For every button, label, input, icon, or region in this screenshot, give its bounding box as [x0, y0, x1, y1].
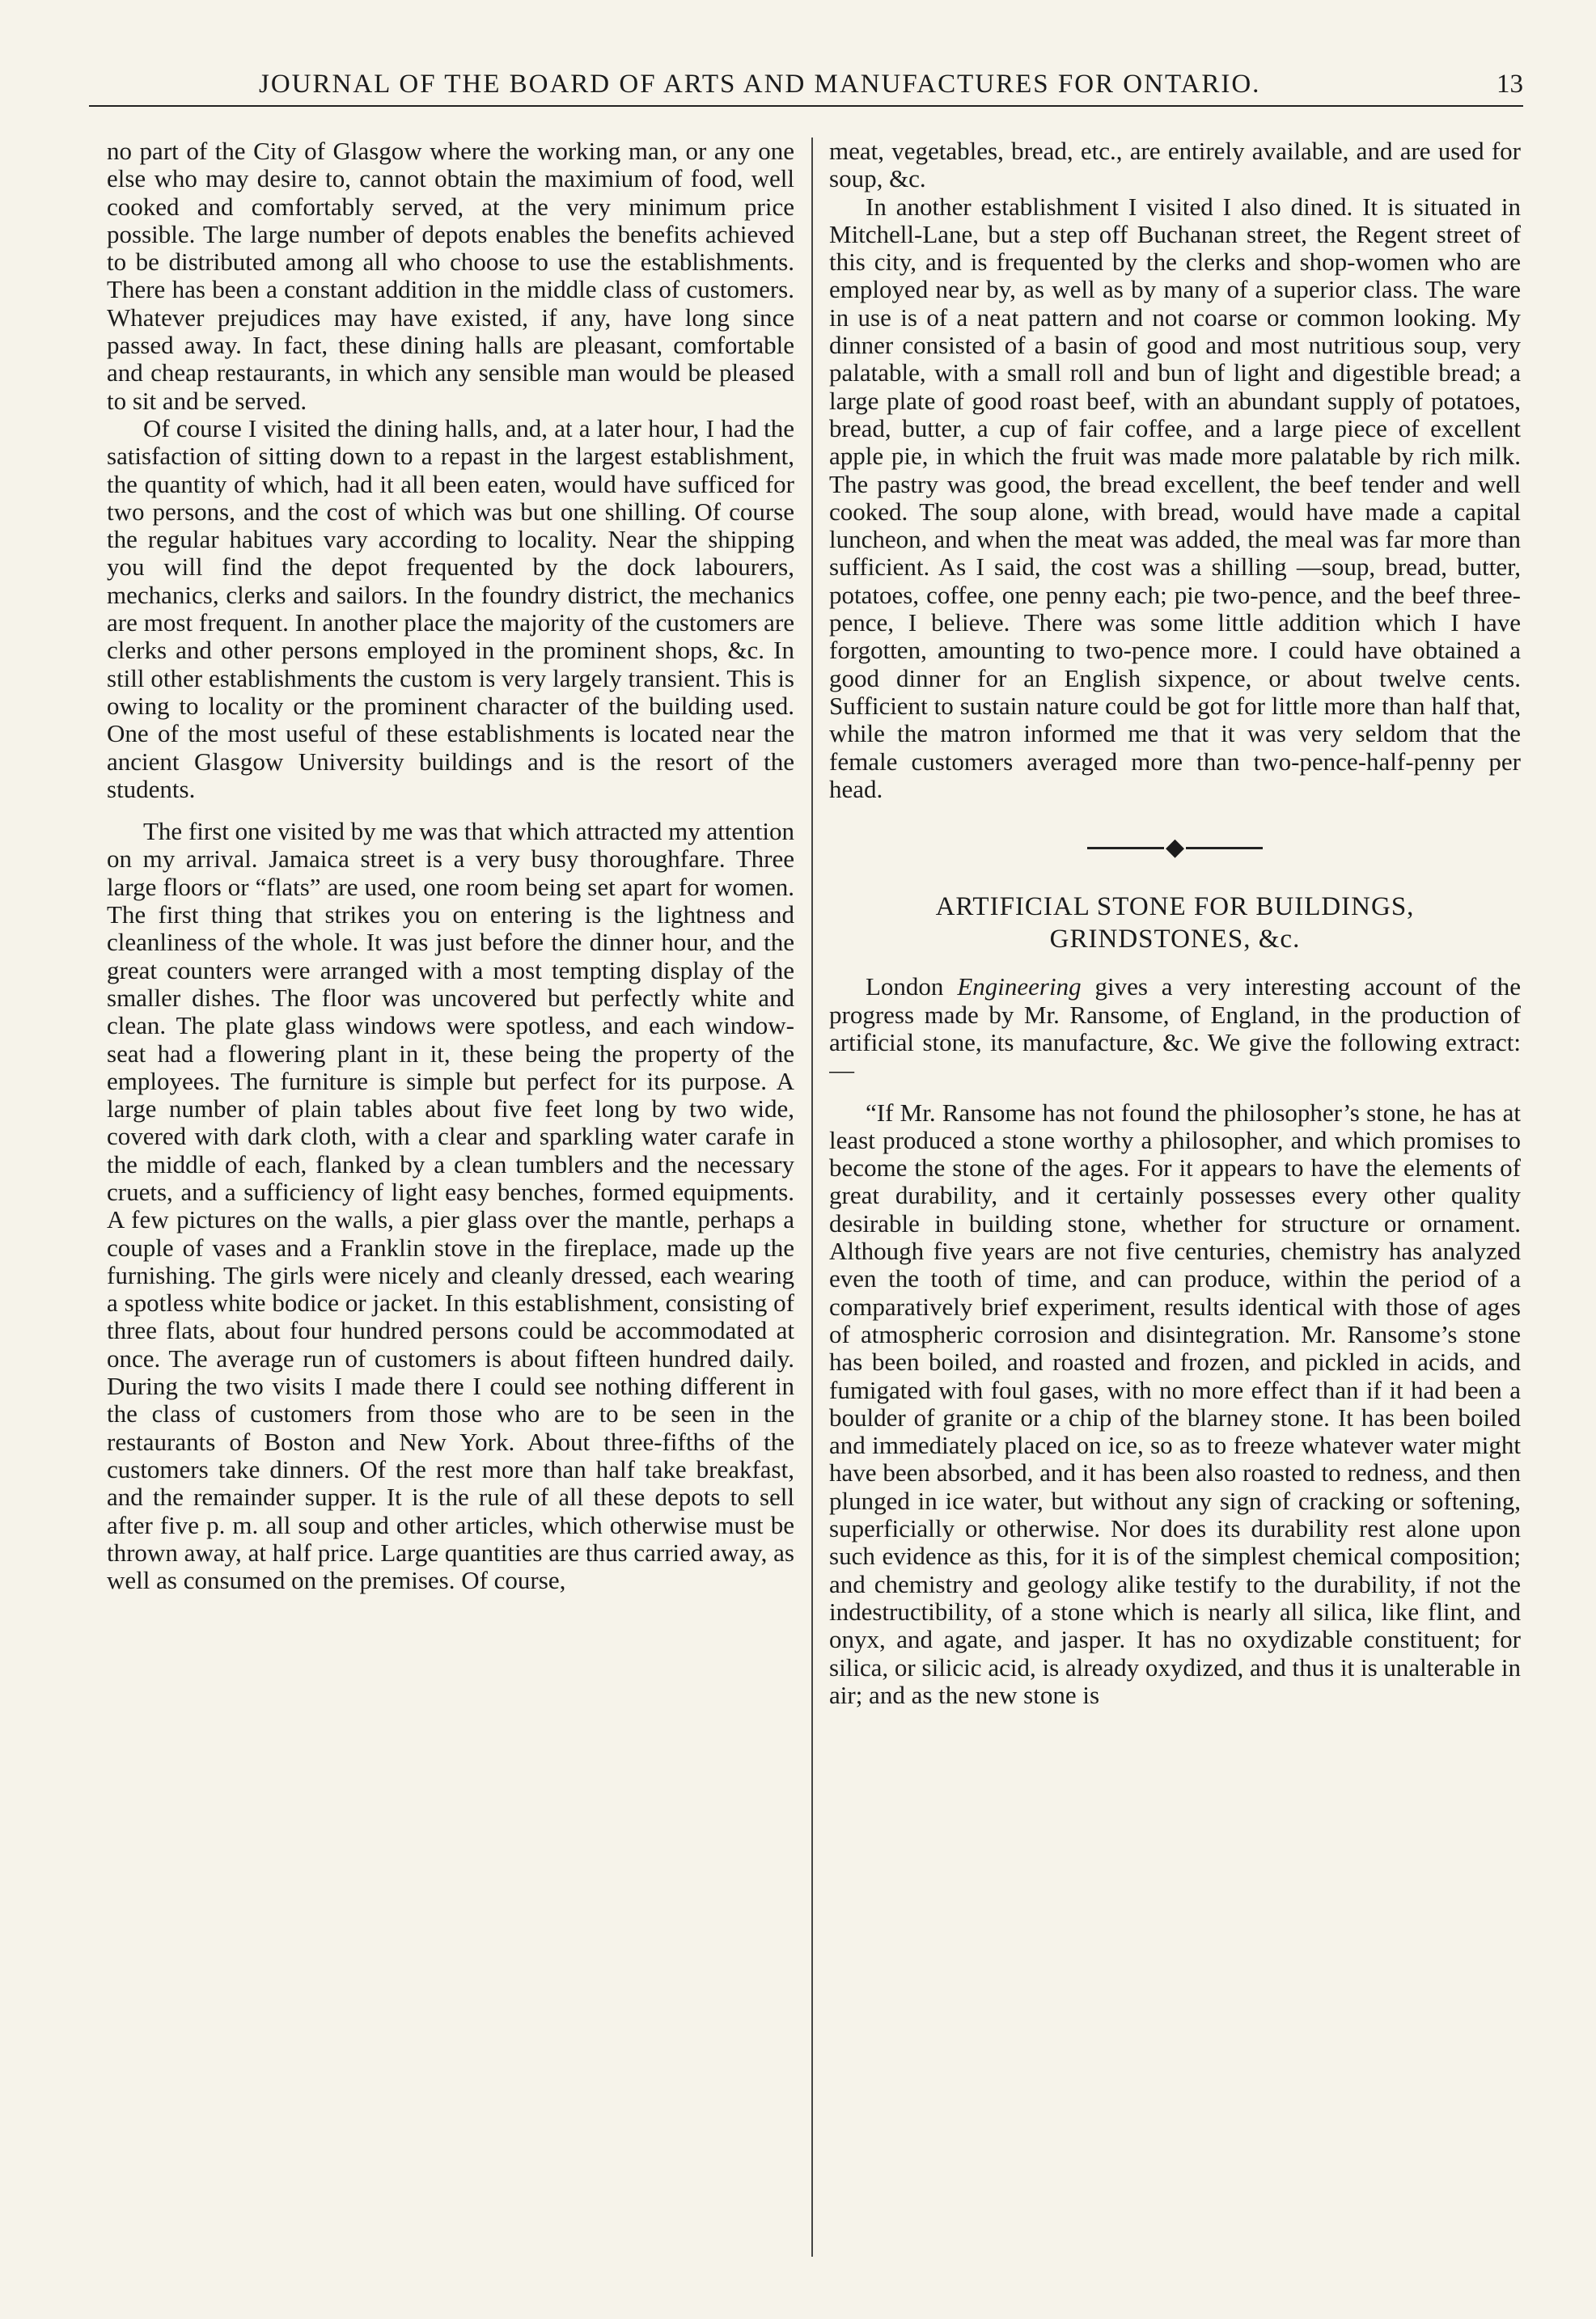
- paragraph: In another establishment I visited I also dined. It is situated in Mitchell-Lane, but a step off Buchanan street, the Regent street of this city, and is frequented by the clerks and shop-women who are employed near by, as well as by many of a superior class. The ware in use is of a neat pattern and not coarse or common looking. My dinner consisted of a basin of good and most nutritious soup, very palatable, with a small roll and bun of light and digestible bread; a large plate of good roast beef, with an abundant supply of potatoes, bread, butter, a cup of fair coffee, and a large piece of excellent apple pie, in which the fruit was made more palatable by rich milk. The pastry was good, the bread excellent, the beef tender and well cooked. The soup alone, with bread, would have made a capital luncheon, and when the meat was added, the meal was far more than sufficient. As I said, the cost was a shilling —soup, bread, butter, potatoes, coffee, one penny each; pie two-pence, and the beef three-pence, I believe. There was some little addition which I have forgotten, amounting to two-pence more. I could have obtained a good dinner for an English sixpence, or about twelve cents. Sufficient to sustain nature could be got for little more than half that, while the matron informed me that it was very seldom that the female customers averaged more than two-pence-half-penny per head.: [829, 192, 1521, 803]
- paragraph: “If Mr. Ransome has not found the philosopher’s stone, he has at least produced a stone worthy a philosopher, and which promises to become the stone of the ages. For it appears to have the elements of great durability, and it certainly possesses every other quality desirable in building stone, whether for structure or ornament. Although five years are not five centuries, chemistry has analyzed even the tooth of time, and can produce, within the period of a comparatively brief experiment, results identical with those of ages of atmospheric corrosion and disintegration. Mr. Ransome’s stone has been boiled, and roasted and frozen, and pickled in acids, and fumigated with foul gases, with no more effect than if it had been a boulder of granite or a chip of the blarney stone. It has been boiled and immediately placed on ice, so as to freeze whatever water might have been absorbed, and it has been also roasted to redness, and then plunged in ice water, but without any sign of cracking or softening, superficially or otherwise. Nor does its durability rest alone upon such evidence as this, for it is of the simplest chemical composition; and chemistry and geology alike testify to the durability, if not the indestructibility, of a stone which is nearly all silica, like flint, and onyx, and agate, and jasper. It has no oxydizable constituent; for silica, or silicic acid, is already oxydized, and thus it is unalterable in air; and as the new stone is: [829, 1098, 1521, 1709]
- paragraph: The first one visited by me was that which attracted my attention on my arrival. Jamaica street is a very busy thoroughfare. Three large floors or “flats” are used, one room being set apart for women. The first thing that strikes you on entering is the lightness and cleanliness of the whole. It was just before the dinner hour, and the great counters were arranged with a most tempting display of the smaller dishes. The floor was uncovered but perfectly white and clean. The plate glass windows were spotless, and each window-seat had a flowering plant in it, these being the property of the employees. The furniture is simple but perfect for its purpose. A large number of plain tables about five feet long by two wide, covered with dark cloth, with a clear and sparkling water carafe in the middle of each, flanked by a clean tumblers and the necessary cruets, and a sufficiency of light easy benches, formed equipments. A few pictures on the walls, a pier glass over the mantle, perhaps a couple of vases and a Franklin stove in the fireplace, made up the furnishing. The girls were nicely and cleanly dressed, each wearing a spotless white bodice or jacket. In this establishment, consisting of three flats, about four hundred persons could be accommodated at once. The average run of customers is about fifteen hundred daily. During the two visits I made there I could see nothing different in the class of customers from those who are to be seen in the restaurants of Boston and New York. About three-fifths of the customers take dinners. Of the rest more than half take breakfast, and the remainder supper. It is the rule of all these depots to sell after five p. m. all soup and other articles, which otherwise must be thrown away, at half price. Large quantities are thus carried away, as well as consumed on the premises. Of course,: [107, 817, 794, 1595]
- page-number: 13: [1497, 70, 1523, 99]
- journal-title: JOURNAL OF THE BOARD OF ARTS AND MANUFACTURES FOR ONTARIO.: [259, 70, 1261, 99]
- ornament-rule: [1087, 847, 1164, 849]
- diamond-icon: ◆: [1165, 834, 1185, 861]
- section-title: [829, 891, 1521, 955]
- publication-name: Engineering: [957, 972, 1082, 1001]
- paragraph: meat, vegetables, bread, etc., are entirely available, and are used for soup, &c.: [829, 138, 1521, 193]
- text-run: gives a very interesting account of the progress made by Mr. Ransome, of England, in the production of artificial stone, its manufacture, &c. We give the following extract:—: [829, 972, 1521, 1085]
- column-divider: [811, 138, 813, 2257]
- right-column: [829, 138, 1521, 2257]
- paragraph: Of course I visited the dining halls, and, at a later hour, I had the satisfaction of sitting down to a repast in the largest establishment, the quantity of which, had it all been eaten, would have sufficed for two persons, and the cost of which was but one shilling. Of course the regular habitues vary according to locality. Near the shipping you will find the depot frequented by the dock labourers, mechanics, clerks and sailors. In the foundry district, the mechanics are most frequent. In another place the majority of the customers are clerks and other persons employed in the prominent shops, &c. In still other establishments the custom is very largely transient. This is owing to locality or the prominent character of the building used. One of the most useful of these establishments is located near the ancient Glasgow University buildings and is the resort of the students.: [107, 413, 794, 803]
- text-run: London: [866, 972, 958, 1001]
- section-title-line: ARTIFICIAL STONE FOR BUILDINGS,: [935, 892, 1415, 922]
- section-ornament: [829, 832, 1521, 861]
- ornament-rule: [1186, 847, 1263, 849]
- running-header: [89, 65, 1523, 107]
- paragraph: [829, 973, 1521, 1084]
- left-column: [107, 138, 794, 2257]
- section-title-line: GRINDSTONES, &c.: [1049, 925, 1301, 954]
- paragraph: no part of the City of Glasgow where the working man, or any one else who may desire to, cannot obtain the maximium of food, well cooked and comfortably served, at the very minimum price possible. The large number of depots enables the benefits achieved to be distributed among all who choose to use the establishments. There has been a constant addition in the middle class of customers. Whatever prejudices may have existed, if any, have long since passed away. In fact, these dining halls are pleasant, comfortable and cheap restaurants, in which any sensible man would be pleased to sit and be served.: [107, 138, 794, 415]
